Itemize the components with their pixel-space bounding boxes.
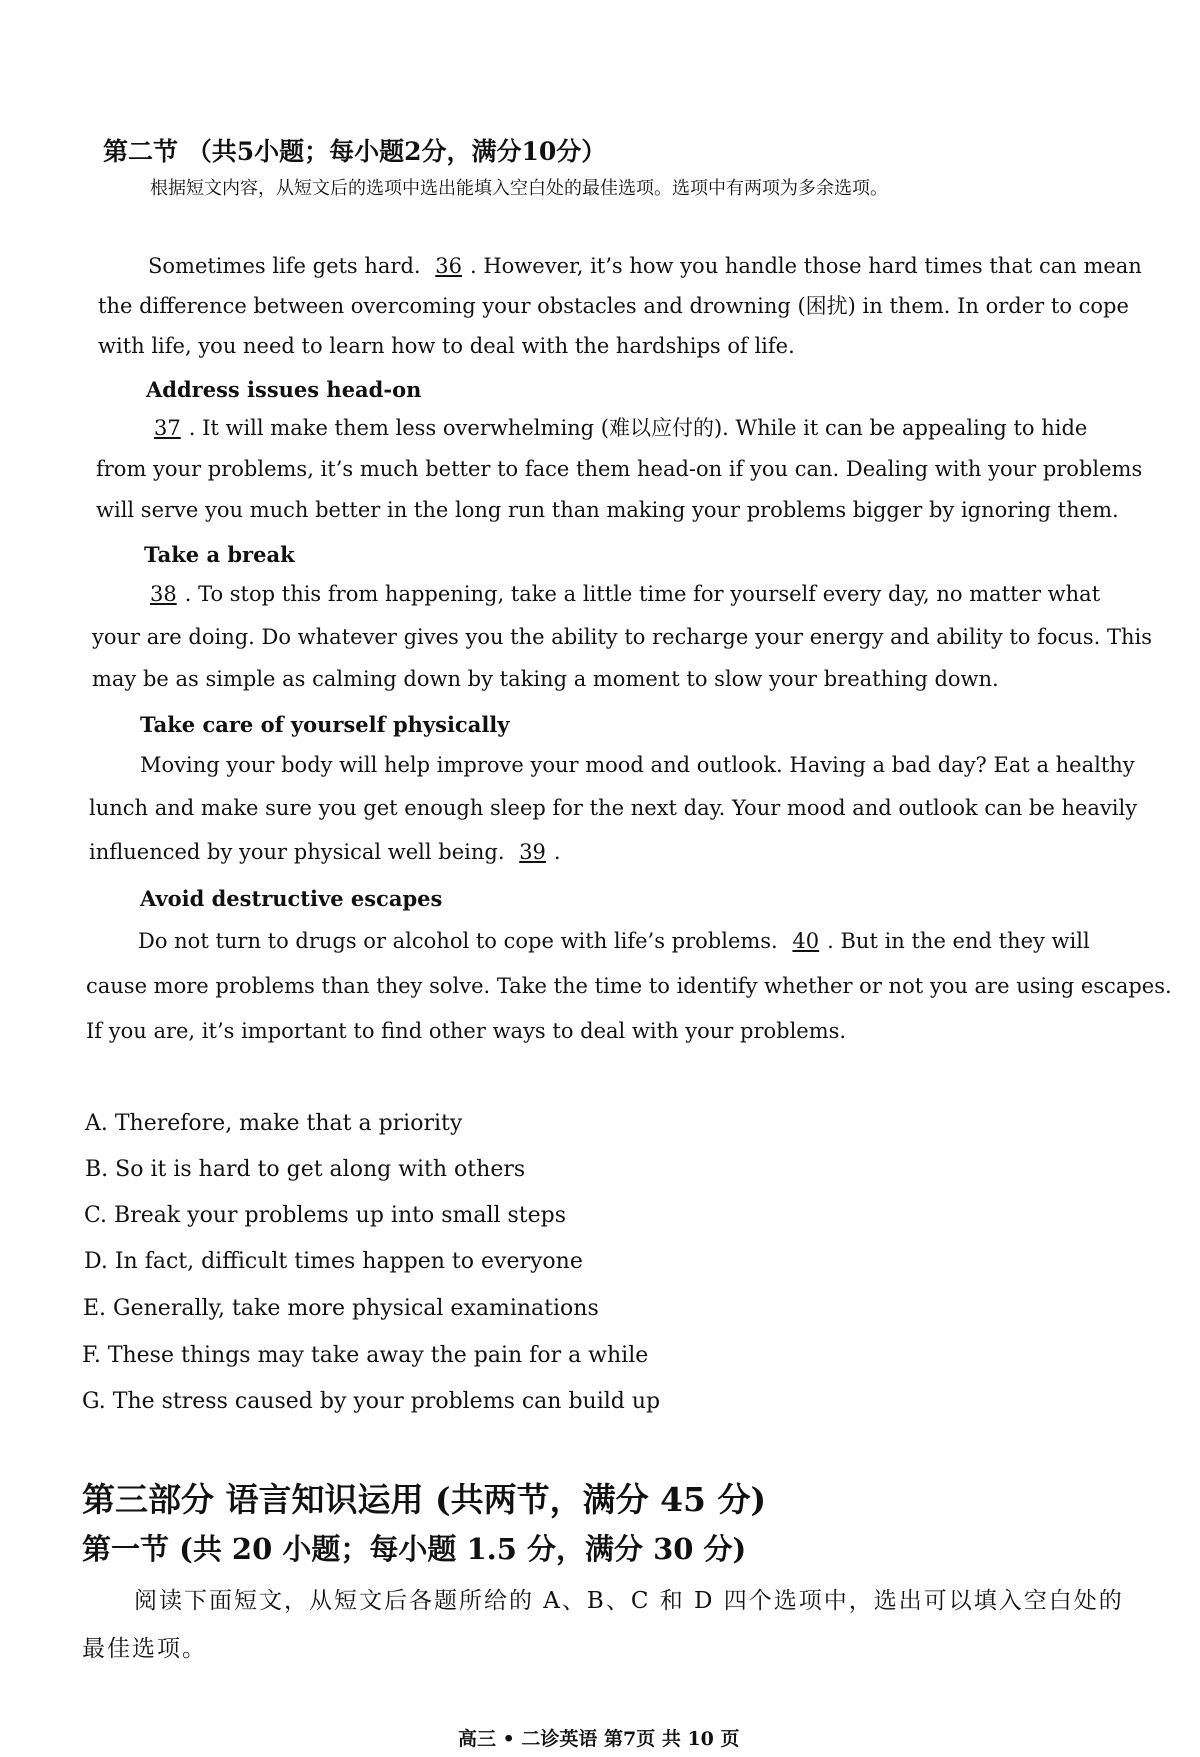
part3-section1-title: 第一节 (共 20 小题；每小题 1.5 分，满分 30 分) xyxy=(82,1532,747,1566)
p1-text: . It will make them less overwhelming (难以应付的). While it can be appealing to hide xyxy=(188,416,1088,440)
p4-line-3: If you are, it’s important to find other ways to deal with your problems. xyxy=(86,1019,847,1043)
intro-line-2: the difference between overcoming your obstacles and drowning (困扰) in them. In order to cope xyxy=(98,294,1129,318)
p4-line-1 xyxy=(138,931,1090,952)
p2-text: . To stop this from happening, take a little time for yourself every day, no matter what xyxy=(184,582,1101,606)
blank-38: 38 xyxy=(150,582,177,606)
subheading-address-issues: Address issues head-on xyxy=(146,377,422,402)
intro-text: Sometimes life gets hard. xyxy=(148,254,428,278)
option-g: G. The stress caused by your problems can build up xyxy=(82,1389,661,1414)
option-b: B. So it is hard to get along with others xyxy=(85,1157,526,1182)
p3-line-3 xyxy=(89,842,561,863)
p3-line-1: Moving your body will help improve your mood and outlook. Having a bad day? Eat a healthy xyxy=(140,753,1135,777)
p1-line-3: will serve you much better in the long run than making your problems bigger by ignoring them. xyxy=(96,498,1119,522)
p4-text: . But in the end they will xyxy=(827,929,1090,953)
option-f: F. These things may take away the pain for a while xyxy=(82,1343,649,1368)
p4-text: Do not turn to drugs or alcohol to cope with life’s problems. xyxy=(138,929,785,953)
part3-instruction-line-2: 最佳选项。 xyxy=(82,1636,207,1662)
part3-title: 第三部分 语言知识运用 (共两节，满分 45 分) xyxy=(82,1480,767,1519)
blank-36: 36 xyxy=(435,254,462,278)
p3-text: influenced by your physical well being. xyxy=(89,840,512,864)
option-c: C. Break your problems up into small steps xyxy=(84,1203,567,1228)
p3-text: . xyxy=(553,840,561,864)
section-title: 第二节 （共5小题；每小题2分，满分10分） xyxy=(103,137,607,166)
option-a: A. Therefore, make that a priority xyxy=(85,1111,463,1136)
p4-line-2: cause more problems than they solve. Take the time to identify whether or not you are using escapes. xyxy=(86,974,1172,998)
section-instruction: 根据短文内容，从短文后的选项中选出能填入空白处的最佳选项。选项中有两项为多余选项。 xyxy=(150,178,888,199)
page-footer: 高三 • 二诊英语 第7页 共 10 页 xyxy=(458,1728,740,1750)
p1-line-2: from your problems, it’s much better to face them head-on if you can. Dealing with your problems xyxy=(96,457,1143,481)
part3-instruction-line-1: 阅读下面短文，从短文后各题所给的 A、B、C 和 D 四个选项中，选出可以填入空白处的 xyxy=(134,1588,1124,1614)
intro-line-3: with life, you need to learn how to deal with the hardships of life. xyxy=(98,334,795,358)
blank-40: 40 xyxy=(792,929,820,953)
intro-text: . However, it’s how you handle those hard times that can mean xyxy=(470,254,1142,278)
p1-line-1 xyxy=(146,418,1087,439)
option-e: E. Generally, take more physical examinations xyxy=(83,1296,599,1321)
subheading-take-break: Take a break xyxy=(144,542,295,567)
p3-line-2: lunch and make sure you get enough sleep for the next day. Your mood and outlook can be heavily xyxy=(89,796,1138,820)
option-d: D. In fact, difficult times happen to everyone xyxy=(84,1249,583,1274)
subheading-take-care: Take care of yourself physically xyxy=(140,712,510,737)
intro-line-1 xyxy=(148,256,1142,277)
p2-line-1 xyxy=(142,584,1100,605)
blank-39: 39 xyxy=(519,840,546,864)
subheading-avoid-escapes: Avoid destructive escapes xyxy=(140,886,443,911)
blank-37: 37 xyxy=(154,416,181,440)
p2-line-2: your are doing. Do whatever gives you the ability to recharge your energy and ability to focus. This xyxy=(92,625,1152,649)
p2-line-3: may be as simple as calming down by taking a moment to slow your breathing down. xyxy=(92,667,999,691)
